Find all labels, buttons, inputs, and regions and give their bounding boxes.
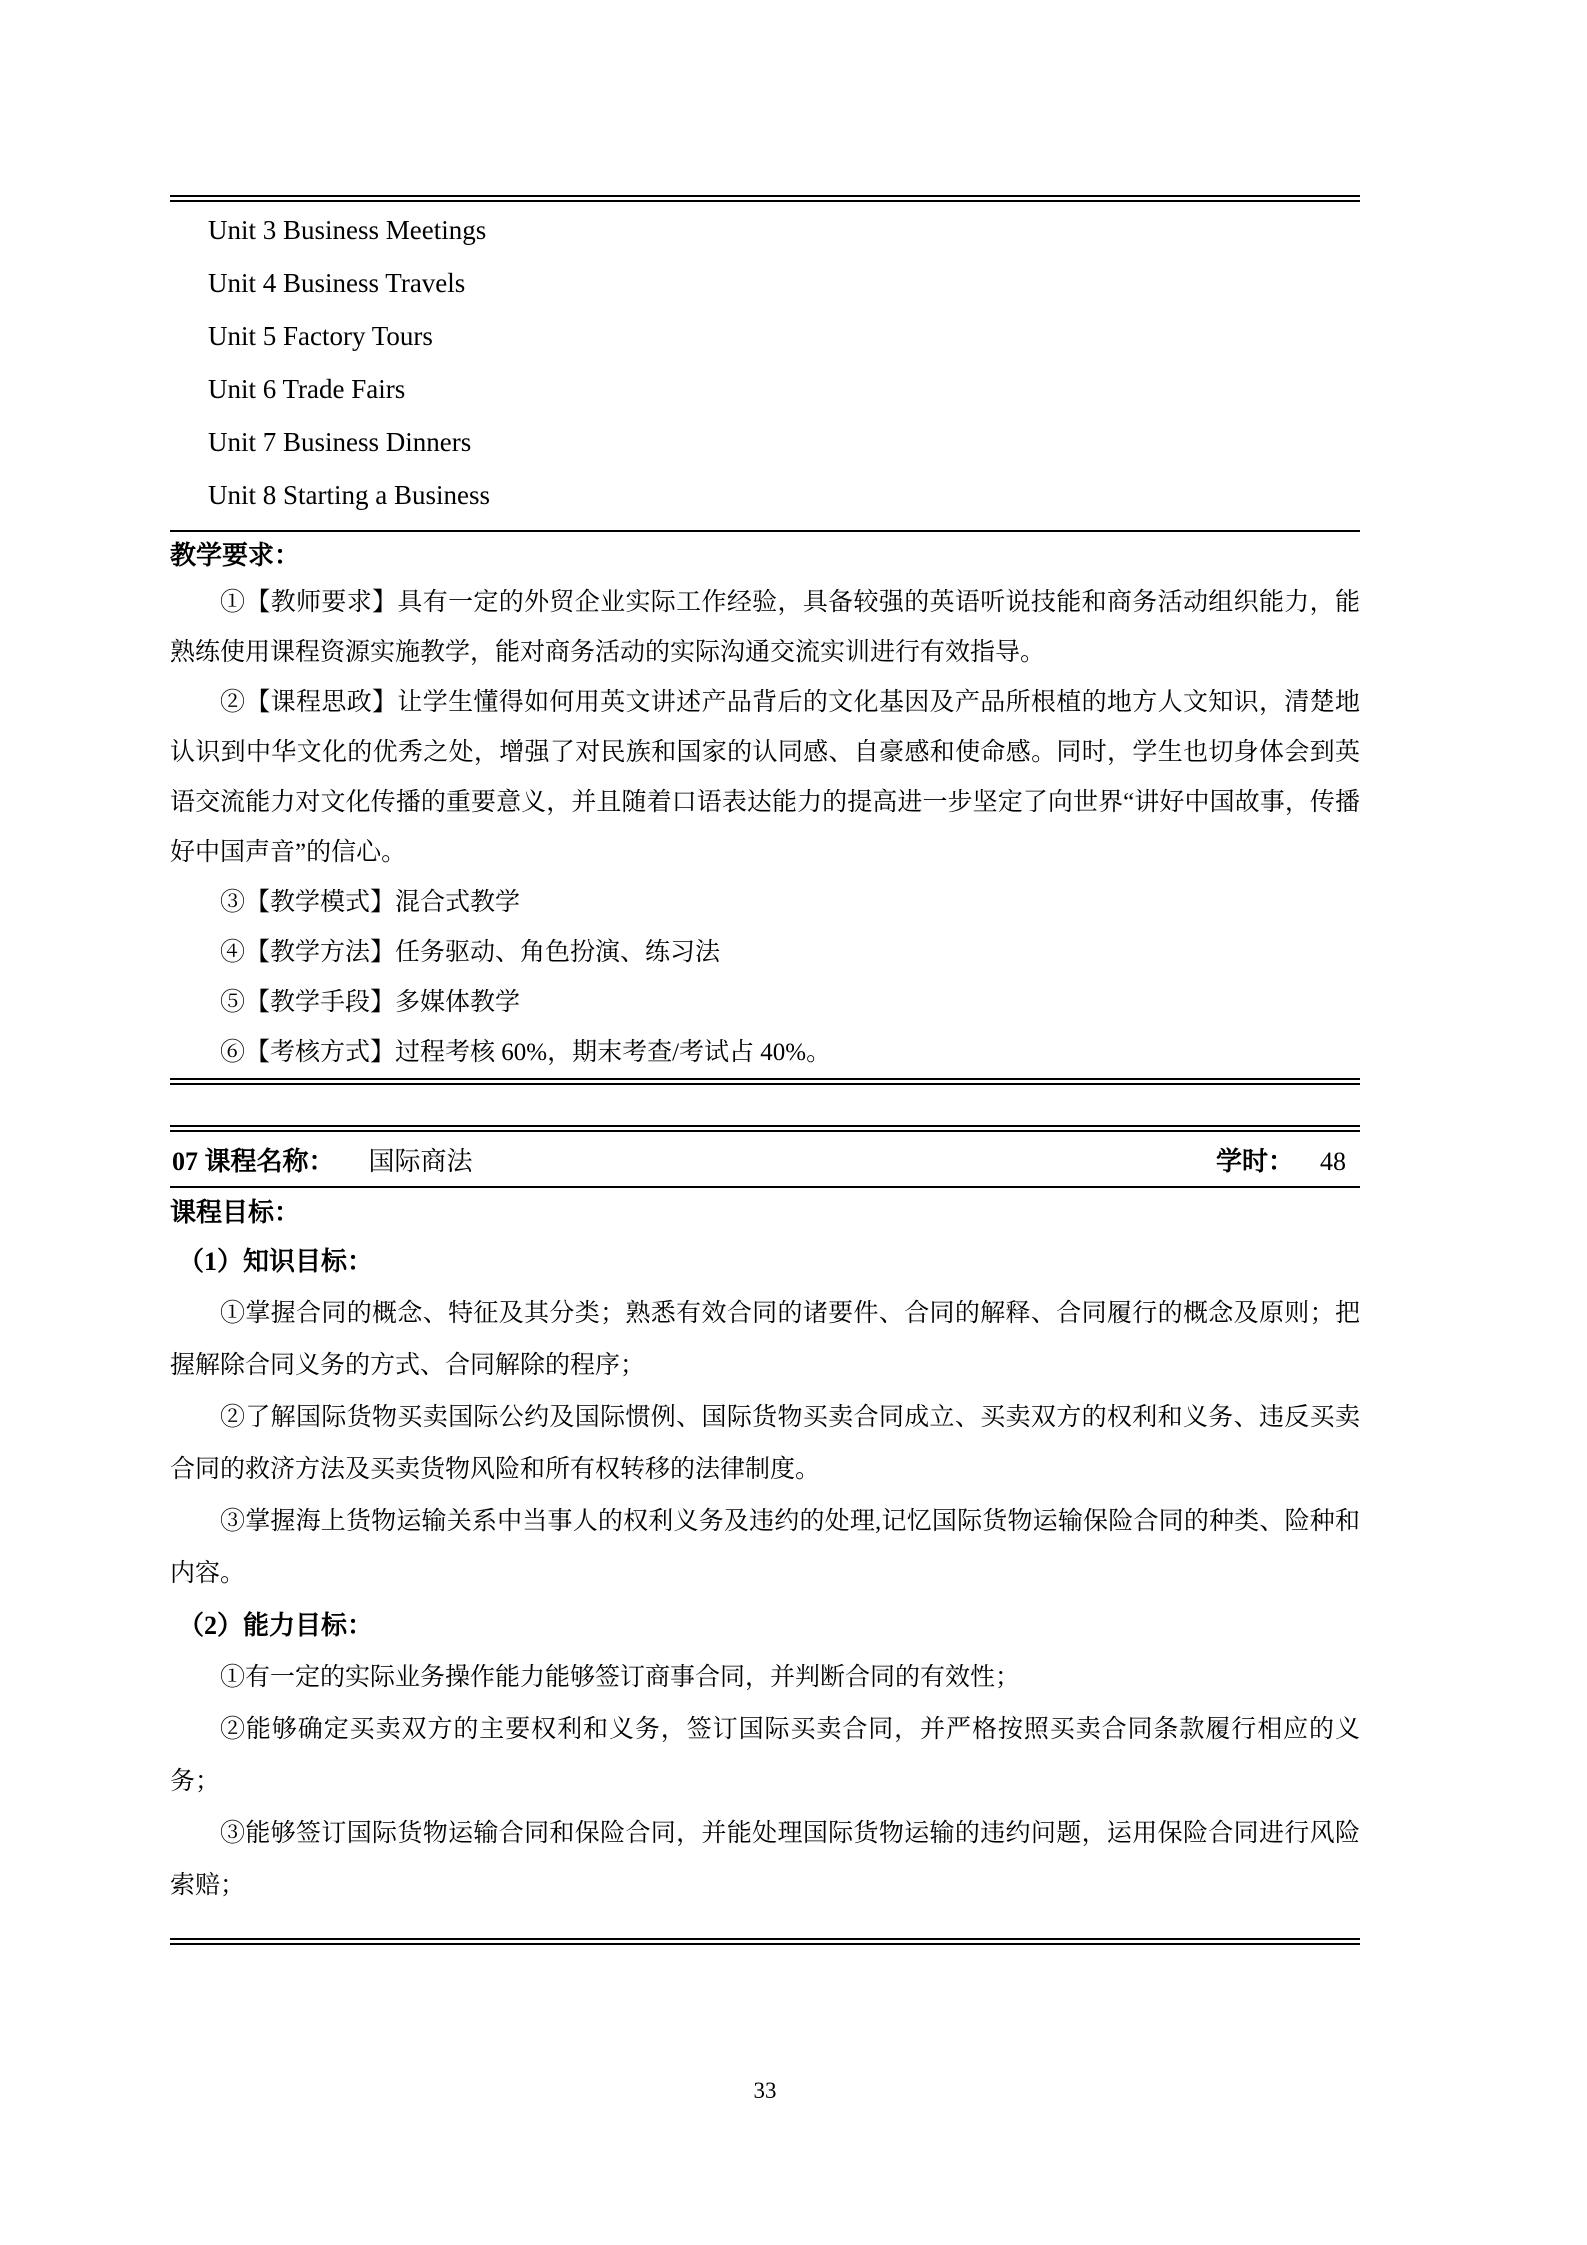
table1-bottom-border — [170, 1078, 1360, 1085]
knowledge-objective-1: ①掌握合同的概念、特征及其分类；熟悉有效合同的诸要件、合同的解释、合同履行的概念及原则；把握解除合同义务的方式、合同解除的程序； — [170, 1300, 1360, 1379]
unit-item: Unit 5 Factory Tours — [208, 321, 433, 351]
unit-item: Unit 7 Business Dinners — [208, 427, 472, 457]
knowledge-objectives-heading: （1）知识目标： — [178, 1247, 374, 1276]
table-gap — [170, 1085, 1360, 1125]
teaching-requirements-heading: 教学要求： — [170, 541, 301, 570]
course-header-row — [170, 1132, 1360, 1186]
ability-objective-3: ③能够签订国际货物运输合同和保险合同，并能处理国际货物运输的违约问题，运用保险合同进行风险索赔； — [170, 1820, 1360, 1899]
knowledge-objective-3: ③掌握海上货物运输关系中当事人的权利义务及违约的处理,记忆国际货物运输保险合同的种类、险种和内容。 — [170, 1508, 1360, 1587]
knowledge-objective-2: ②了解国际货物买卖国际公约及国际惯例、国际货物买卖合同成立、买卖双方的权利和义务、违反买卖合同的救济方法及买卖货物风险和所有权转移的法律制度。 — [170, 1404, 1360, 1483]
teaching-means-item: ⑤【教学手段】多媒体教学 — [220, 989, 521, 1016]
teaching-method-item: ④【教学方法】任务驱动、角色扮演、练习法 — [220, 939, 721, 966]
ability-objective-1: ①有一定的实际业务操作能力能够签订商事合同，并判断合同的有效性； — [220, 1664, 1021, 1691]
course-name-cell — [172, 1141, 473, 1178]
ability-objective-2: ②能够确定买卖双方的主要权利和义务，签订国际买卖合同，并严格按照买卖合同条款履行相应的义务； — [170, 1716, 1360, 1795]
course-objectives-heading: 课程目标： — [170, 1198, 301, 1227]
course-name-label: 07 课程名称： — [172, 1146, 335, 1176]
table1-top-border — [170, 195, 1360, 202]
teacher-requirement-paragraph: ①【教师要求】具有一定的外贸企业实际工作经验，具备较强的英语听说技能和商务活动组织能力，能熟练使用课程资源实施教学，能对商务活动的实际沟通交流实训进行有效指导。 — [170, 589, 1360, 666]
course-name-value: 国际商法 — [368, 1146, 473, 1176]
ability-objectives-heading: （2）能力目标： — [178, 1611, 374, 1640]
course-ideology-paragraph: ②【课程思政】让学生懂得如何用英文讲述产品背后的文化基因及产品所根植的地方人文知识，清楚地认识到中华文化的优秀之处，增强了对民族和国家的认同感、自豪感和使命感。同时，学生也切身体会到英语交流能力对文化传播的重要意义，并且随着口语表达能力的提高进一步坚定了向世界“讲好中国故事，传播好中国声音”的信心。 — [170, 689, 1360, 866]
document-content — [170, 195, 1360, 1945]
assessment-item: ⑥【考核方式】过程考核 60%，期末考查/考试占 40%。 — [220, 1039, 832, 1066]
unit-item: Unit 8 Starting a Business — [208, 480, 490, 510]
table2-bottom-border — [170, 1938, 1360, 1945]
teaching-mode-item: ③【教学模式】混合式教学 — [220, 889, 521, 916]
unit-item: Unit 3 Business Meetings — [208, 215, 487, 245]
course-hours-cell — [1216, 1141, 1346, 1178]
table1-row-border — [170, 530, 1360, 532]
unit-item: Unit 6 Trade Fairs — [208, 374, 406, 404]
table2-row-border — [170, 1186, 1360, 1188]
course-hours-label: 学时： — [1215, 1146, 1294, 1176]
unit-list — [170, 202, 1360, 530]
table2-top-border — [170, 1125, 1360, 1132]
table2-bottom-padding — [170, 1912, 1360, 1938]
unit-item: Unit 4 Business Travels — [208, 268, 466, 298]
course-hours-value: 48 — [1320, 1146, 1346, 1176]
page-number: 33 — [753, 2078, 777, 2103]
